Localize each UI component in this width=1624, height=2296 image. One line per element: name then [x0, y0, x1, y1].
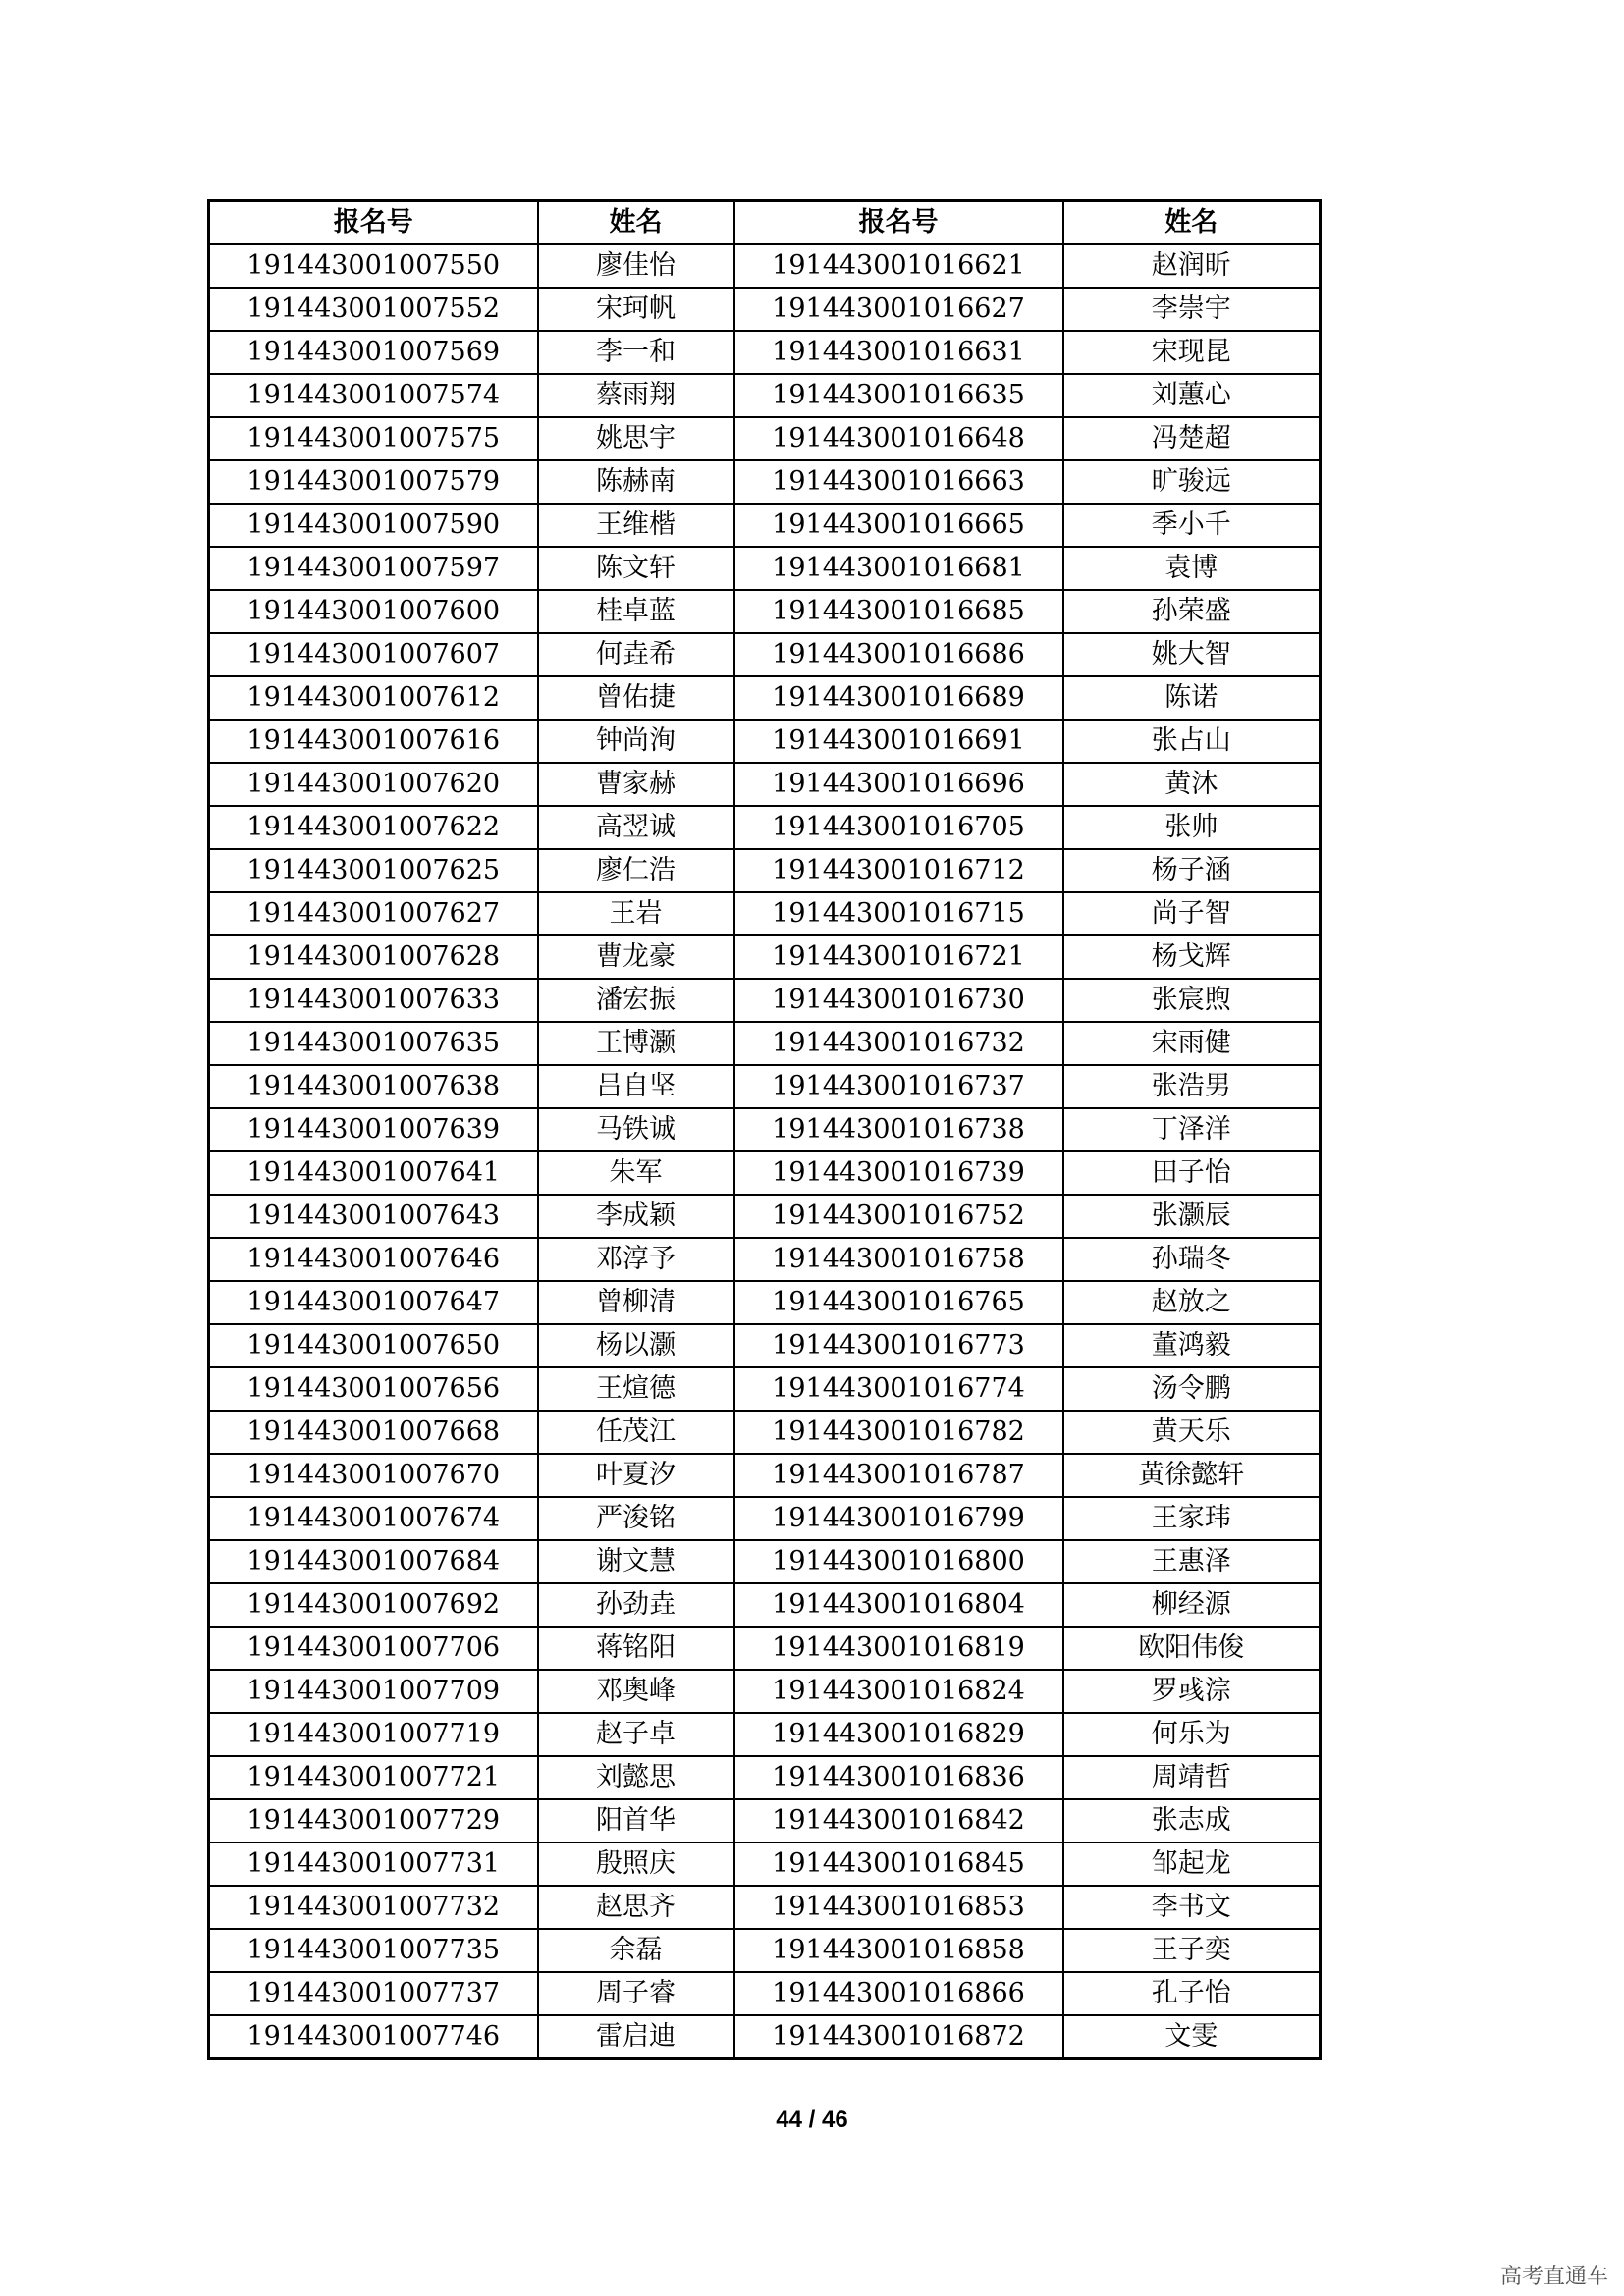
registration-number-cell: 191443001016627	[734, 288, 1063, 331]
table-row	[209, 504, 1321, 547]
table-row	[209, 1583, 1321, 1627]
name-cell: 王博灏	[538, 1022, 734, 1065]
table-row	[209, 1065, 1321, 1108]
table-row	[209, 331, 1321, 374]
name-cell: 陈赫南	[538, 460, 734, 504]
name-cell: 周靖哲	[1063, 1756, 1321, 1799]
name-cell: 黄天乐	[1063, 1411, 1321, 1454]
registration-number-cell: 191443001016686	[734, 633, 1063, 676]
name-cell: 李崇宇	[1063, 288, 1321, 331]
registration-number-cell: 191443001007647	[209, 1281, 538, 1324]
registration-number-cell: 191443001016853	[734, 1886, 1063, 1929]
table-row	[209, 1108, 1321, 1151]
name-cell: 邓淳予	[538, 1238, 734, 1281]
registration-number-cell: 191443001016685	[734, 590, 1063, 633]
registration-number-cell: 191443001007709	[209, 1670, 538, 1713]
name-cell: 潘宏振	[538, 979, 734, 1022]
table-row	[209, 676, 1321, 720]
registration-number-cell: 191443001007646	[209, 1238, 538, 1281]
name-cell: 孙荣盛	[1063, 590, 1321, 633]
name-cell: 冯楚超	[1063, 417, 1321, 460]
registration-number-cell: 191443001007575	[209, 417, 538, 460]
registration-number-cell: 191443001016737	[734, 1065, 1063, 1108]
name-cell: 桂卓蓝	[538, 590, 734, 633]
registration-number-cell: 191443001016773	[734, 1324, 1063, 1367]
name-cell: 雷启迪	[538, 2015, 734, 2059]
registration-number-cell: 191443001016730	[734, 979, 1063, 1022]
registration-number-cell: 191443001007579	[209, 460, 538, 504]
table-row	[209, 720, 1321, 763]
name-cell: 廖佳怡	[538, 244, 734, 288]
registration-number-cell: 191443001007692	[209, 1583, 538, 1627]
registration-number-cell: 191443001007732	[209, 1886, 538, 1929]
name-cell: 蔡雨翔	[538, 374, 734, 417]
table-row	[209, 1929, 1321, 1972]
registration-number-cell: 191443001007729	[209, 1799, 538, 1842]
name-cell: 赵子卓	[538, 1713, 734, 1756]
registration-number-cell: 191443001016824	[734, 1670, 1063, 1713]
registration-number-cell: 191443001007622	[209, 806, 538, 849]
name-cell: 曾佑捷	[538, 676, 734, 720]
registration-number-cell: 191443001016836	[734, 1756, 1063, 1799]
registration-number-cell: 191443001016732	[734, 1022, 1063, 1065]
table-row	[209, 1627, 1321, 1670]
table-row	[209, 1411, 1321, 1454]
name-cell: 欧阳伟俊	[1063, 1627, 1321, 1670]
name-cell: 张浩男	[1063, 1065, 1321, 1108]
registration-number-cell: 191443001007600	[209, 590, 538, 633]
name-cell: 何乐为	[1063, 1713, 1321, 1756]
table-row	[209, 1195, 1321, 1238]
name-cell: 王家玮	[1063, 1497, 1321, 1540]
table-row	[209, 1151, 1321, 1195]
table-row	[209, 288, 1321, 331]
registration-table	[207, 199, 1322, 2060]
table-row	[209, 1972, 1321, 2015]
name-cell: 文雯	[1063, 2015, 1321, 2059]
name-cell: 王惠泽	[1063, 1540, 1321, 1583]
table-row	[209, 806, 1321, 849]
registration-number-cell: 191443001016782	[734, 1411, 1063, 1454]
table-row	[209, 849, 1321, 892]
name-cell: 曹龙豪	[538, 935, 734, 979]
table-row	[209, 244, 1321, 288]
registration-number-cell: 191443001016872	[734, 2015, 1063, 2059]
registration-number-cell: 191443001016691	[734, 720, 1063, 763]
registration-number-cell: 191443001016705	[734, 806, 1063, 849]
registration-number-cell: 191443001007639	[209, 1108, 538, 1151]
registration-number-cell: 191443001007656	[209, 1367, 538, 1411]
name-cell: 谢文慧	[538, 1540, 734, 1583]
registration-number-cell: 191443001007635	[209, 1022, 538, 1065]
registration-number-cell: 191443001007735	[209, 1929, 538, 1972]
registration-number-cell: 191443001007574	[209, 374, 538, 417]
name-cell: 张志成	[1063, 1799, 1321, 1842]
name-cell: 何垚希	[538, 633, 734, 676]
name-cell: 姚思宇	[538, 417, 734, 460]
registration-number-cell: 191443001016819	[734, 1627, 1063, 1670]
name-cell: 叶夏汐	[538, 1454, 734, 1497]
table-row	[209, 460, 1321, 504]
name-cell: 余磊	[538, 1929, 734, 1972]
name-cell: 尚子智	[1063, 892, 1321, 935]
registration-number-cell: 191443001007737	[209, 1972, 538, 2015]
name-cell: 孔子怡	[1063, 1972, 1321, 2015]
name-cell: 赵思齐	[538, 1886, 734, 1929]
name-cell: 吕自坚	[538, 1065, 734, 1108]
name-cell: 严浚铭	[538, 1497, 734, 1540]
name-cell: 杨子涵	[1063, 849, 1321, 892]
registration-number-cell: 191443001016787	[734, 1454, 1063, 1497]
name-cell: 蒋铭阳	[538, 1627, 734, 1670]
registration-number-cell: 191443001007668	[209, 1411, 538, 1454]
name-cell: 罗彧淙	[1063, 1670, 1321, 1713]
registration-number-cell: 191443001016621	[734, 244, 1063, 288]
name-cell: 廖仁浩	[538, 849, 734, 892]
registration-number-cell: 191443001007597	[209, 547, 538, 590]
name-cell: 杨以灏	[538, 1324, 734, 1367]
table-row	[209, 1022, 1321, 1065]
registration-number-cell: 191443001016765	[734, 1281, 1063, 1324]
name-cell: 王岩	[538, 892, 734, 935]
registration-number-cell: 191443001016738	[734, 1108, 1063, 1151]
name-cell: 董鸿毅	[1063, 1324, 1321, 1367]
name-cell: 田子怡	[1063, 1151, 1321, 1195]
table-row	[209, 1670, 1321, 1713]
registration-number-cell: 191443001016663	[734, 460, 1063, 504]
name-cell: 殷照庆	[538, 1842, 734, 1886]
registration-number-cell: 191443001016631	[734, 331, 1063, 374]
table-header-row	[209, 201, 1321, 245]
name-cell: 王子奕	[1063, 1929, 1321, 1972]
table-row	[209, 1497, 1321, 1540]
name-cell: 旷骏远	[1063, 460, 1321, 504]
registration-number-cell: 191443001007719	[209, 1713, 538, 1756]
name-cell: 孙劲垚	[538, 1583, 734, 1627]
table-row	[209, 1454, 1321, 1497]
name-cell: 张宸煦	[1063, 979, 1321, 1022]
name-cell: 柳经源	[1063, 1583, 1321, 1627]
name-cell: 汤令鹏	[1063, 1367, 1321, 1411]
registration-number-cell: 191443001016842	[734, 1799, 1063, 1842]
name-cell: 张占山	[1063, 720, 1321, 763]
registration-number-cell: 191443001007674	[209, 1497, 538, 1540]
registration-number-cell: 191443001007620	[209, 763, 538, 806]
table-row	[209, 1324, 1321, 1367]
registration-number-cell: 191443001016866	[734, 1972, 1063, 2015]
name-cell: 杨戈辉	[1063, 935, 1321, 979]
name-cell: 邹起龙	[1063, 1842, 1321, 1886]
registration-number-cell: 191443001016752	[734, 1195, 1063, 1238]
registration-number-cell: 191443001016689	[734, 676, 1063, 720]
registration-number-cell: 191443001016774	[734, 1367, 1063, 1411]
name-cell: 刘蕙心	[1063, 374, 1321, 417]
name-cell: 李成颖	[538, 1195, 734, 1238]
registration-number-cell: 191443001016858	[734, 1929, 1063, 1972]
registration-number-cell: 191443001007550	[209, 244, 538, 288]
registration-number-cell: 191443001007612	[209, 676, 538, 720]
registration-number-cell: 191443001007643	[209, 1195, 538, 1238]
table-row	[209, 1281, 1321, 1324]
registration-number-cell: 191443001007633	[209, 979, 538, 1022]
name-cell: 高翌诚	[538, 806, 734, 849]
registration-number-cell: 191443001007638	[209, 1065, 538, 1108]
name-cell: 赵润昕	[1063, 244, 1321, 288]
registration-number-cell: 191443001016829	[734, 1713, 1063, 1756]
name-cell: 任茂江	[538, 1411, 734, 1454]
name-cell: 姚大智	[1063, 633, 1321, 676]
registration-number-cell: 191443001016800	[734, 1540, 1063, 1583]
registration-number-cell: 191443001007616	[209, 720, 538, 763]
table-row	[209, 417, 1321, 460]
registration-number-cell: 191443001016845	[734, 1842, 1063, 1886]
table-row	[209, 1842, 1321, 1886]
header-name-1: 姓名	[538, 201, 734, 245]
name-cell: 马铁诚	[538, 1108, 734, 1151]
registration-number-cell: 191443001007650	[209, 1324, 538, 1367]
name-cell: 李书文	[1063, 1886, 1321, 1929]
name-cell: 曾柳清	[538, 1281, 734, 1324]
table-row	[209, 935, 1321, 979]
name-cell: 李一和	[538, 331, 734, 374]
name-cell: 刘懿思	[538, 1756, 734, 1799]
registration-number-cell: 191443001016804	[734, 1583, 1063, 1627]
registration-number-cell: 191443001007746	[209, 2015, 538, 2059]
header-registration-number-2: 报名号	[734, 201, 1063, 245]
registration-number-cell: 191443001016665	[734, 504, 1063, 547]
registration-number-cell: 191443001016715	[734, 892, 1063, 935]
registration-number-cell: 191443001007721	[209, 1756, 538, 1799]
registration-number-cell: 191443001007607	[209, 633, 538, 676]
table-row	[209, 1886, 1321, 1929]
name-cell: 陈诺	[1063, 676, 1321, 720]
name-cell: 黄徐懿轩	[1063, 1454, 1321, 1497]
name-cell: 季小千	[1063, 504, 1321, 547]
registration-number-cell: 191443001016758	[734, 1238, 1063, 1281]
header-registration-number-1: 报名号	[209, 201, 538, 245]
name-cell: 朱军	[538, 1151, 734, 1195]
registration-number-cell: 191443001016681	[734, 547, 1063, 590]
registration-number-cell: 191443001007731	[209, 1842, 538, 1886]
registration-number-cell: 191443001016635	[734, 374, 1063, 417]
registration-number-cell: 191443001016739	[734, 1151, 1063, 1195]
registration-number-cell: 191443001007670	[209, 1454, 538, 1497]
registration-number-cell: 191443001007684	[209, 1540, 538, 1583]
registration-number-cell: 191443001016721	[734, 935, 1063, 979]
table-row	[209, 1540, 1321, 1583]
table-row	[209, 2015, 1321, 2059]
name-cell: 黄沐	[1063, 763, 1321, 806]
registration-number-cell: 191443001007590	[209, 504, 538, 547]
table-row	[209, 1713, 1321, 1756]
name-cell: 丁泽洋	[1063, 1108, 1321, 1151]
name-cell: 陈文轩	[538, 547, 734, 590]
name-cell: 宋雨健	[1063, 1022, 1321, 1065]
name-cell: 钟尚洵	[538, 720, 734, 763]
name-cell: 邓奥峰	[538, 1670, 734, 1713]
name-cell: 宋珂帆	[538, 288, 734, 331]
table-row	[209, 979, 1321, 1022]
table-row	[209, 1756, 1321, 1799]
name-cell: 王维楷	[538, 504, 734, 547]
name-cell: 宋现昆	[1063, 331, 1321, 374]
registration-number-cell: 191443001007641	[209, 1151, 538, 1195]
registration-number-cell: 191443001016712	[734, 849, 1063, 892]
name-cell: 张灏辰	[1063, 1195, 1321, 1238]
name-cell: 阳首华	[538, 1799, 734, 1842]
page-indicator: 44 / 46	[776, 2107, 848, 2133]
registration-number-cell: 191443001016799	[734, 1497, 1063, 1540]
registration-number-cell: 191443001016696	[734, 763, 1063, 806]
registration-number-cell: 191443001007627	[209, 892, 538, 935]
name-cell: 王煊德	[538, 1367, 734, 1411]
name-cell: 张帅	[1063, 806, 1321, 849]
table-row	[209, 892, 1321, 935]
registration-number-cell: 191443001007706	[209, 1627, 538, 1670]
registration-number-cell: 191443001016648	[734, 417, 1063, 460]
table-row	[209, 763, 1321, 806]
name-cell: 孙瑞冬	[1063, 1238, 1321, 1281]
name-cell: 赵放之	[1063, 1281, 1321, 1324]
registration-number-cell: 191443001007625	[209, 849, 538, 892]
table-row	[209, 1367, 1321, 1411]
header-name-2: 姓名	[1063, 201, 1321, 245]
table-row	[209, 633, 1321, 676]
table-row	[209, 374, 1321, 417]
registration-number-cell: 191443001007628	[209, 935, 538, 979]
table-row	[209, 1799, 1321, 1842]
name-cell: 曹家赫	[538, 763, 734, 806]
name-cell: 周子睿	[538, 1972, 734, 2015]
watermark: 高考直通车	[1499, 2265, 1608, 2289]
table-row	[209, 1238, 1321, 1281]
registration-number-cell: 191443001007552	[209, 288, 538, 331]
table-row	[209, 547, 1321, 590]
name-cell: 袁博	[1063, 547, 1321, 590]
table-row	[209, 590, 1321, 633]
registration-number-cell: 191443001007569	[209, 331, 538, 374]
